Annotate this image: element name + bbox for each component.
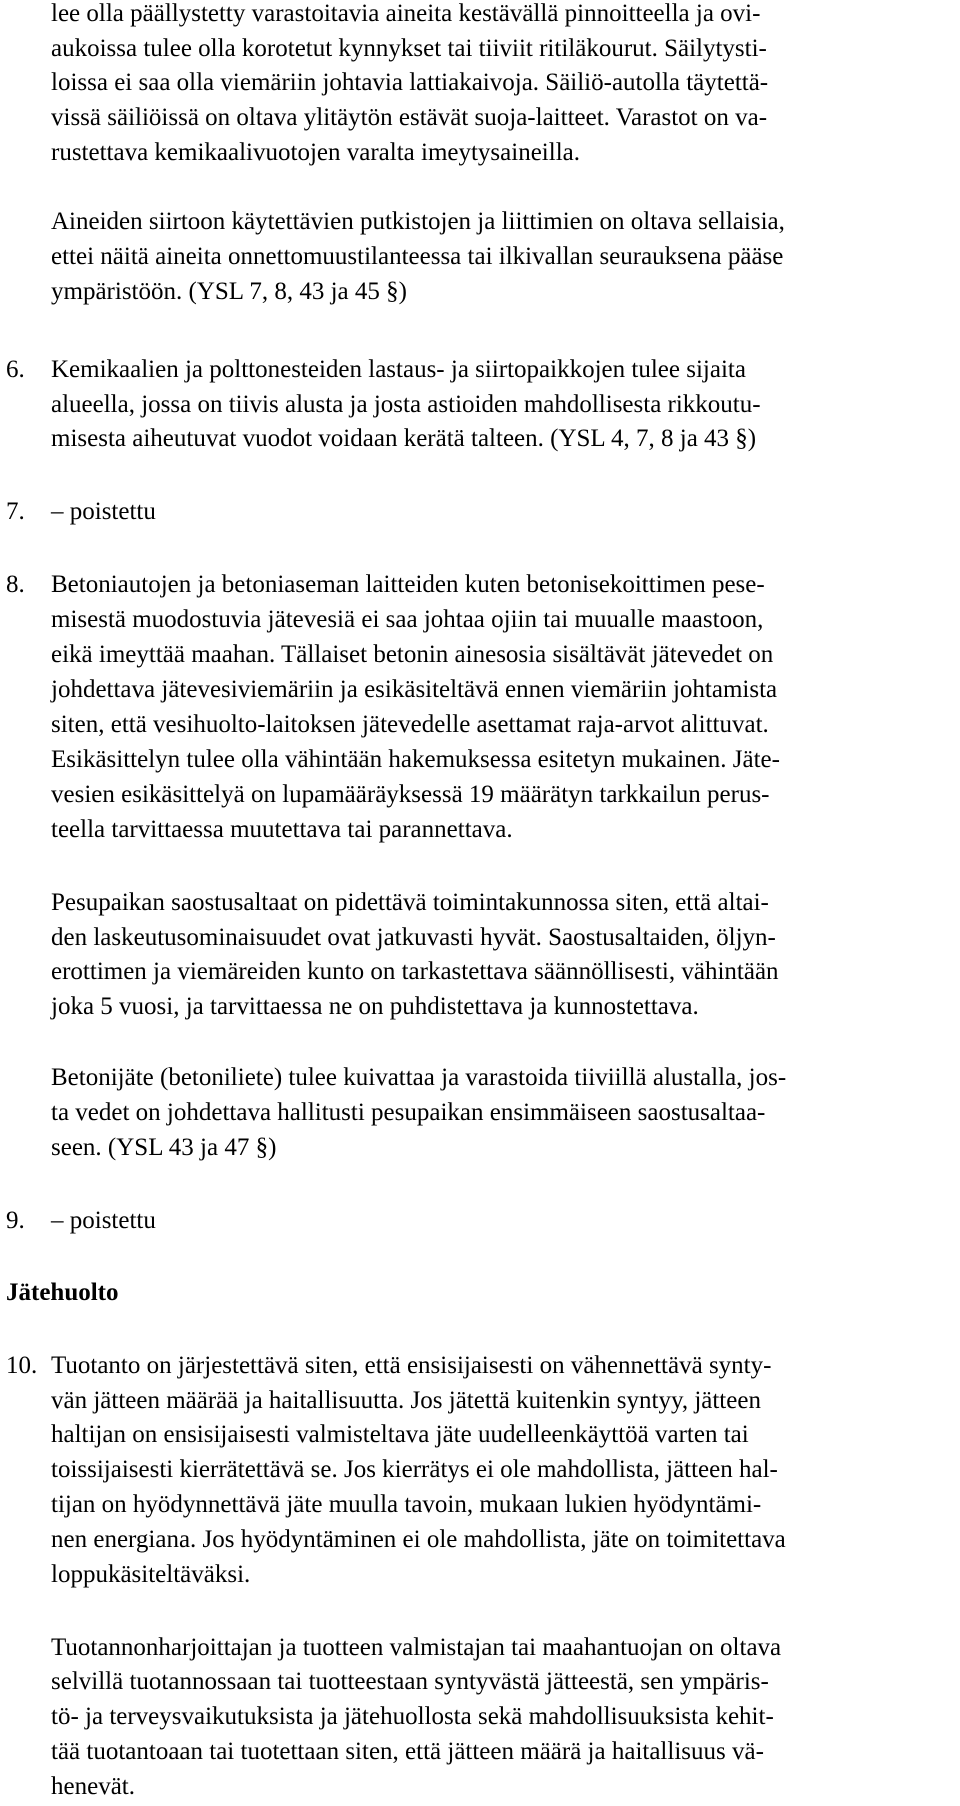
intro-line-1: lee olla päällystetty varastoitavia aineita kestävällä pinnoitteella ja ovi-: [51, 0, 761, 27]
intro-line-2: aukoissa tulee olla korotetut kynnykset tai tiiviit ritiläkourut. Säilytysti-: [51, 35, 767, 62]
item-7-text: – poistettu: [51, 498, 156, 525]
item-10-line-3: haltijan on ensisijaisesti valmisteltava jäte uudelleenkäyttöä varten tai: [51, 1421, 749, 1448]
item-9-number: 9.: [6, 1207, 25, 1234]
intro-line-4: vissä säiliöissä on oltava ylitäytön estävät suoja-laitteet. Varastot on va-: [51, 104, 768, 131]
item-7-number: 7.: [6, 498, 25, 525]
settling-line-3: erottimen ja viemäreiden kunto on tarkastettava säännöllisesti, vähintään: [51, 958, 779, 985]
item-8-line-5: siten, että vesihuolto-laitoksen jätevedelle asettamat raja-arvot alittuvat.: [51, 711, 769, 738]
concrete-waste-line-1: Betonijäte (betoniliete) tulee kuivattaa ja varastoida tiiviillä alustalla, jos-: [51, 1064, 787, 1091]
item-8-line-2: misestä muodostuvia jätevesiä ei saa johtaa ojiin tai muualle maastoon,: [51, 606, 764, 633]
item-8-line-3: eikä imeyttää maahan. Tällaiset betonin ainesosia sisältävät jätevedet on: [51, 641, 774, 668]
pipes-line-2: ettei näitä aineita onnettomuustilanteessa tai ilkivallan seurauksena pääse: [51, 243, 784, 270]
item-6-line-1: Kemikaalien ja polttonesteiden lastaus- ja siirtopaikkojen tulee sijaita: [51, 356, 746, 383]
item-9-text: – poistettu: [51, 1207, 156, 1234]
producer-line-3: tö- ja terveysvaikutuksista ja jätehuollosta sekä mahdollisuuksista kehit-: [51, 1703, 774, 1730]
item-8-line-1: Betoniautojen ja betoniaseman laitteiden kuten betonisekoittimen pese-: [51, 571, 765, 598]
producer-line-4: tää tuotantoaan tai tuotettaan siten, että jätteen määrä ja haitallisuus vä-: [51, 1738, 764, 1765]
concrete-waste-line-2: ta vedet on johdettava hallitusti pesupaikan ensimmäiseen saostusaltaa-: [51, 1099, 766, 1126]
item-10-line-1: Tuotanto on järjestettävä siten, että ensisijaisesti on vähennettävä synty-: [51, 1352, 772, 1379]
item-6-line-3: misesta aiheutuvat vuodot voidaan kerätä talteen. (YSL 4, 7, 8 ja 43 §): [51, 425, 757, 452]
item-6-line-2: alueella, jossa on tiivis alusta ja josta astioiden mahdollisesta rikkoutu-: [51, 391, 761, 418]
settling-line-2: den laskeutusominaisuudet ovat jatkuvasti hyvät. Saostusaltaiden, öljyn-: [51, 924, 776, 951]
pipes-line-3: ympäristöön. (YSL 7, 8, 43 ja 45 §): [51, 278, 407, 305]
pipes-line-1: Aineiden siirtoon käytettävien putkistojen ja liittimien on oltava sellaisia,: [51, 208, 785, 235]
item-8-line-6: Esikäsittelyn tulee olla vähintään hakemuksessa esitetyn mukainen. Jäte-: [51, 746, 780, 773]
item-8-line-8: teella tarvittaessa muutettava tai parannettava.: [51, 816, 513, 843]
producer-line-5: henevät.: [51, 1773, 135, 1800]
item-6-number: 6.: [6, 356, 25, 383]
producer-line-2: selvillä tuotannossaan tai tuotteestaan syntyvästä jätteestä, sen ympäris-: [51, 1668, 769, 1695]
item-10-line-6: nen energiana. Jos hyödyntäminen ei ole mahdollista, jäte on toimitettava: [51, 1526, 786, 1553]
item-10-line-7: loppukäsiteltäväksi.: [51, 1561, 251, 1588]
item-10-line-2: vän jätteen määrää ja haitallisuutta. Jos jätettä kuitenkin syntyy, jätteen: [51, 1387, 761, 1414]
producer-line-1: Tuotannonharjoittajan ja tuotteen valmistajan tai maahantuojan on oltava: [51, 1634, 782, 1661]
settling-line-1: Pesupaikan saostusaltaat on pidettävä toimintakunnossa siten, että altai-: [51, 889, 769, 916]
item-8-number: 8.: [6, 571, 25, 598]
item-10-line-5: tijan on hyödynnettävä jäte muulla tavoin, mukaan lukien hyödyntämi-: [51, 1491, 762, 1518]
item-10-line-4: toissijaisesti kierrätettävä se. Jos kierrätys ei ole mahdollista, jätteen hal-: [51, 1456, 778, 1483]
item-10-number: 10.: [6, 1352, 38, 1379]
settling-line-4: joka 5 vuosi, ja tarvittaessa ne on puhdistettava ja kunnostettava.: [51, 993, 699, 1020]
intro-line-5: rustettava kemikaalivuotojen varalta imeytysaineilla.: [51, 139, 580, 166]
concrete-waste-line-3: seen. (YSL 43 ja 47 §): [51, 1134, 277, 1161]
intro-line-3: loissa ei saa olla viemäriin johtavia lattiakaivoja. Säiliö-autolla täytettä-: [51, 69, 769, 96]
item-8-line-4: johdettava jätevesiviemäriin ja esikäsiteltävä ennen viemäriin johtamista: [51, 676, 778, 703]
section-heading: Jätehuolto: [6, 1279, 119, 1306]
item-8-line-7: vesien esikäsittelyä on lupamääräyksessä 19 määrätyn tarkkailun perus-: [51, 781, 770, 808]
